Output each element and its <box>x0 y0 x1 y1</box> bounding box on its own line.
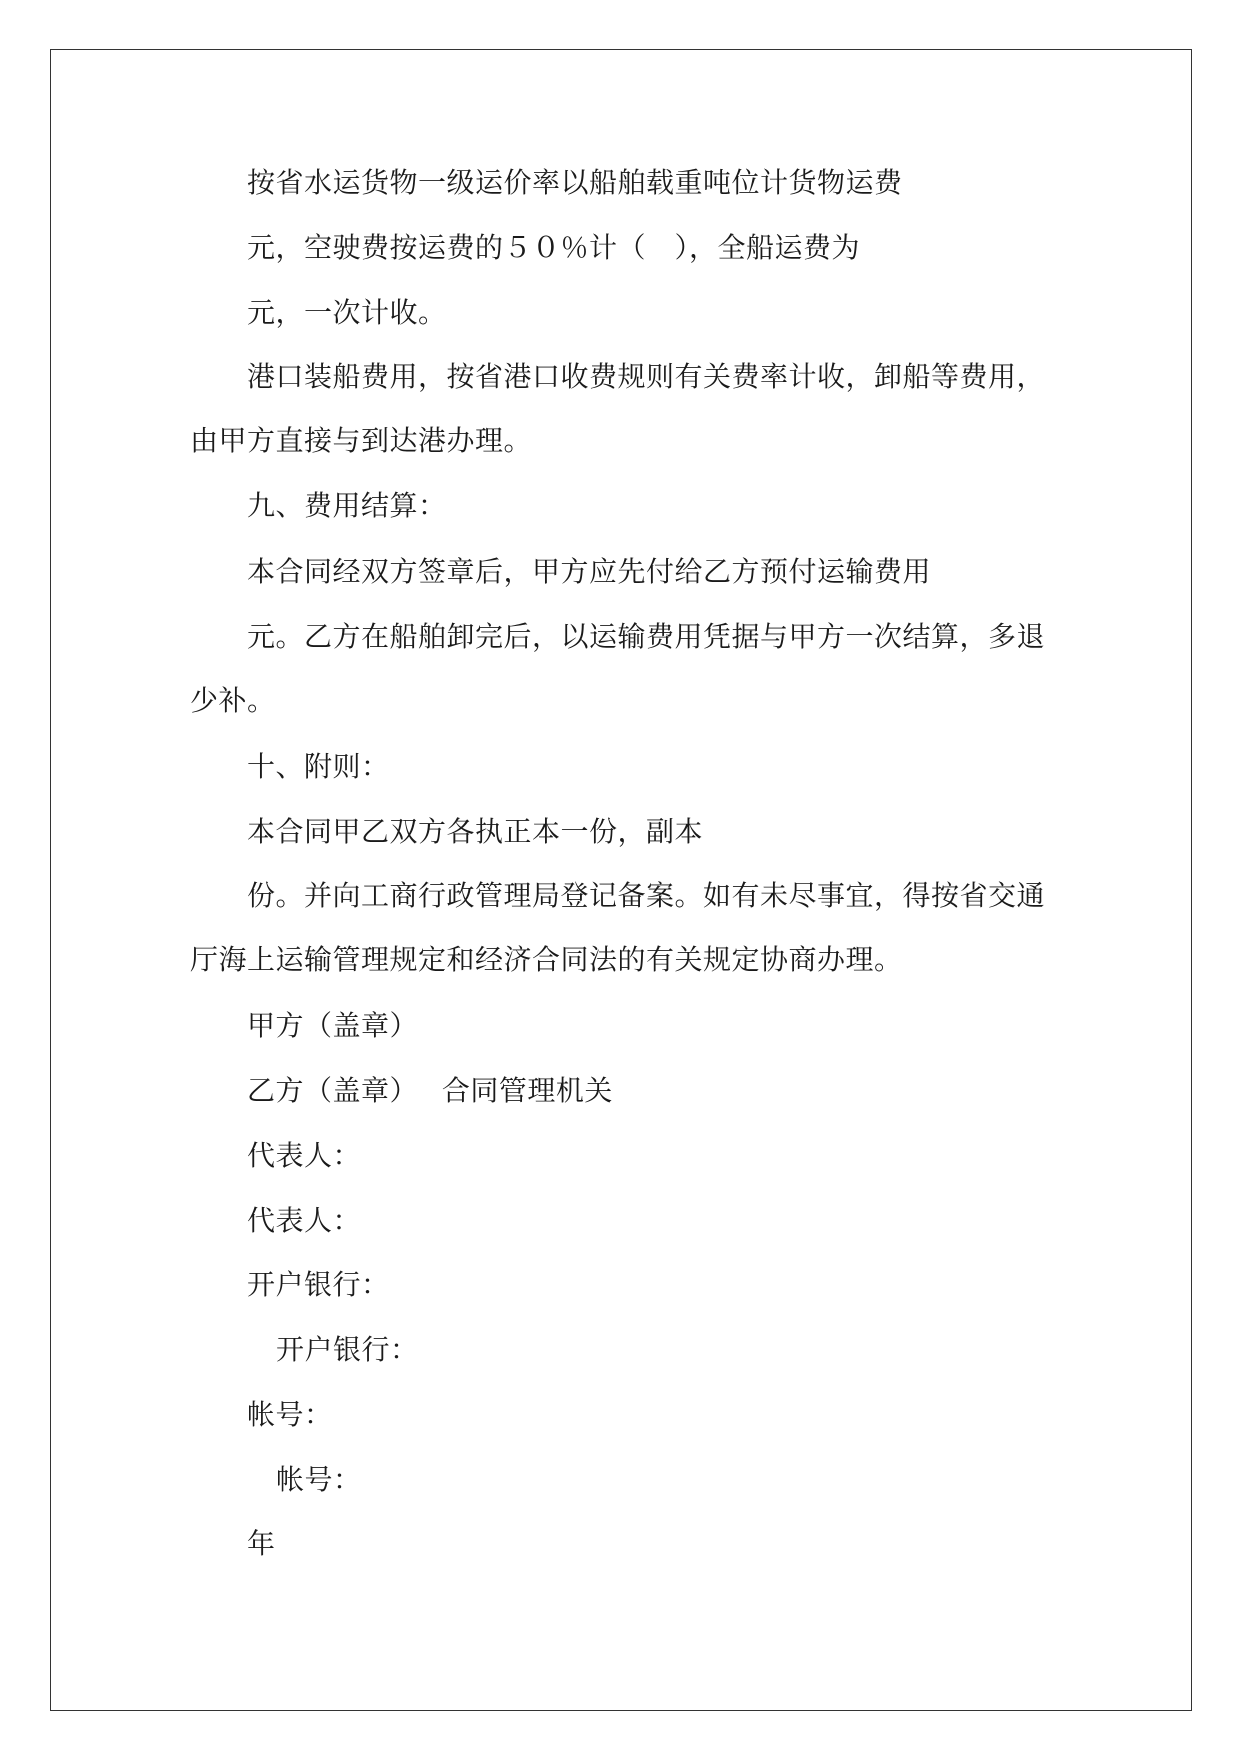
paragraph-freight-rate: 按省水运货物一级运价率以船舶载重吨位计货物运费 <box>247 166 903 199</box>
paragraph-prepayment: 本合同经双方签章后，甲方应先付给乙方预付运输费用 <box>247 555 932 588</box>
bank-label: 开户银行： <box>247 1268 390 1301</box>
signature-party-a-seal: 甲方（盖章） <box>247 1009 419 1042</box>
paragraph-settlement-cont: 少补。 <box>190 684 276 717</box>
paragraph-one-time-charge: 元，一次计收。 <box>247 296 447 329</box>
section-heading-settlement: 九、费用结算： <box>247 489 447 522</box>
representative-label: 代表人： <box>247 1139 362 1172</box>
account-label: 帐号： <box>247 1398 333 1431</box>
representative-label: 代表人： <box>247 1204 362 1237</box>
paragraph-registration-cont: 厅海上运输管理规定和经济合同法的有关规定协商办理。 <box>190 943 903 976</box>
section-heading-supplementary: 十、附则： <box>247 750 390 783</box>
account-label: 帐号： <box>276 1463 362 1496</box>
date-year-label: 年 <box>247 1527 276 1560</box>
paragraph-settlement: 元。乙方在船舶卸完后，以运输费用凭据与甲方一次结算，多退 <box>247 620 1046 653</box>
paragraph-registration: 份。并向工商行政管理局登记备案。如有未尽事宜，得按省交通 <box>247 879 1046 912</box>
paragraph-port-loading-fee-cont: 由甲方直接与到达港办理。 <box>190 424 533 457</box>
paragraph-port-loading-fee: 港口装船费用，按省港口收费规则有关费率计收，卸船等费用， <box>247 360 1046 393</box>
signature-party-b-seal: 乙方（盖章） 合同管理机关 <box>247 1074 613 1107</box>
bank-label: 开户银行： <box>276 1333 419 1366</box>
paragraph-empty-run-fee: 元，空驶费按运费的５０％计（ ），全船运费为 <box>247 231 861 264</box>
paragraph-copies: 本合同甲乙双方各执正本一份，副本 <box>247 815 704 848</box>
